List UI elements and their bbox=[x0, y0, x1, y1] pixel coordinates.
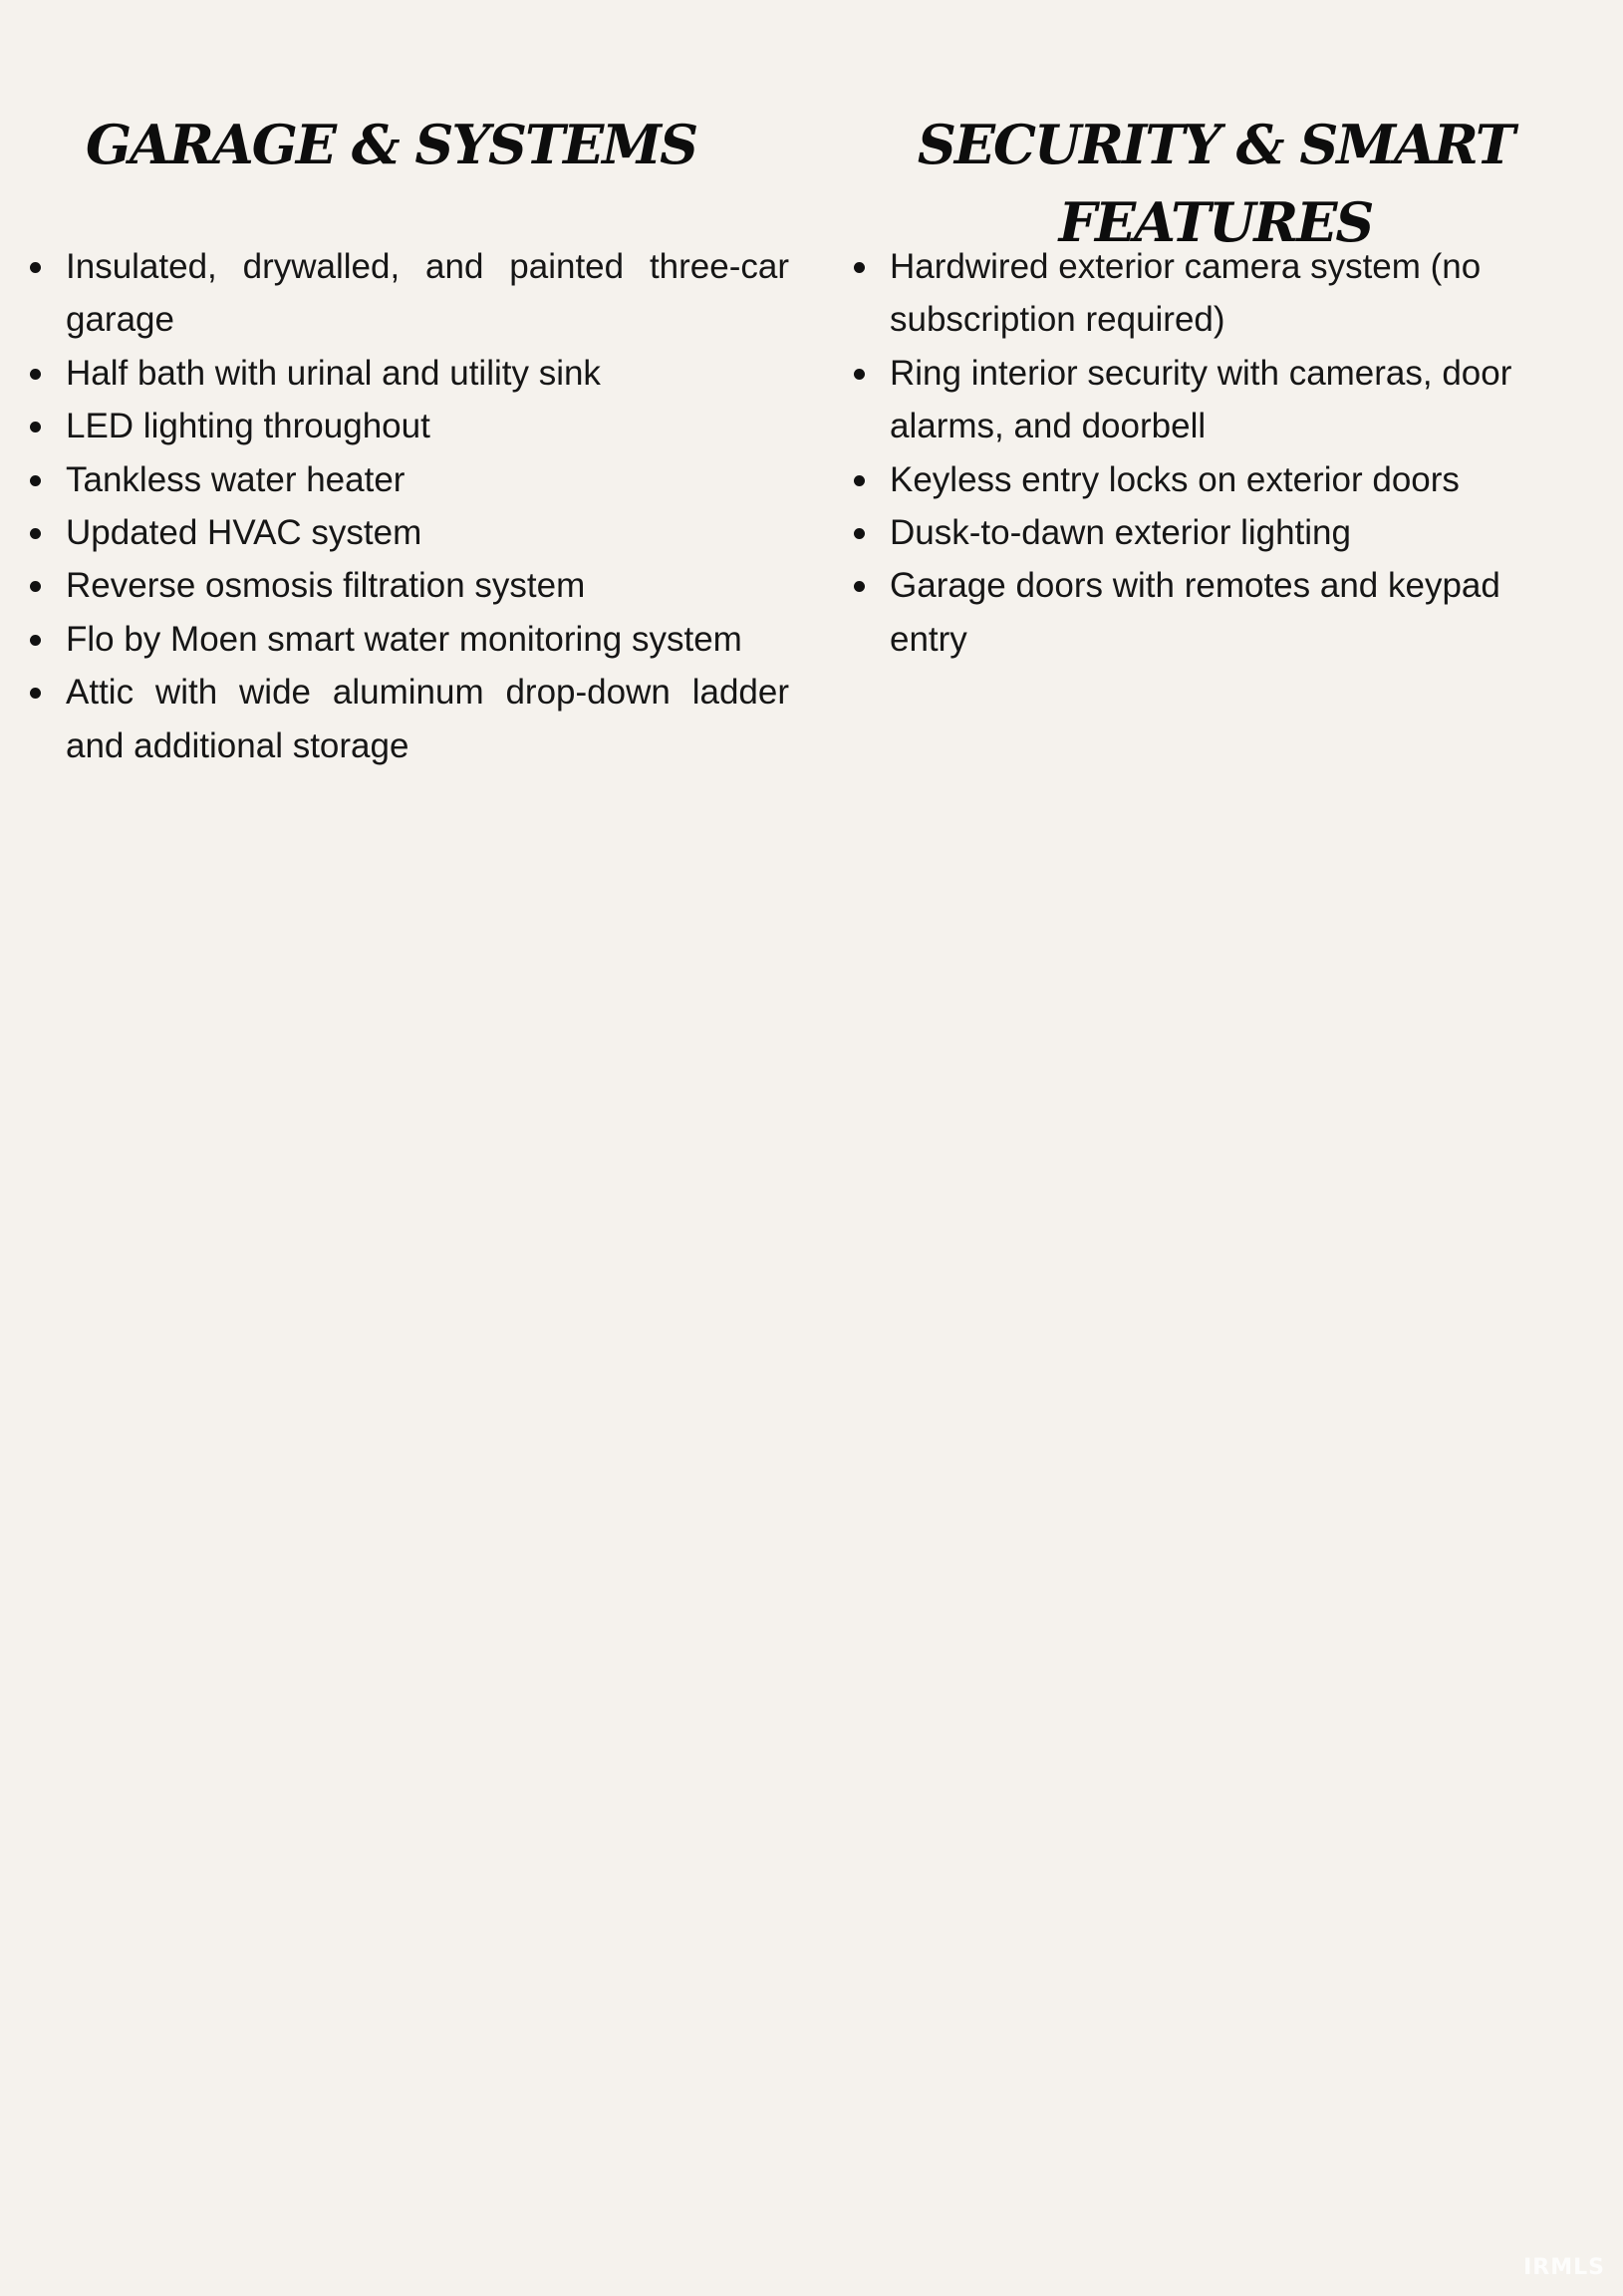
list-item-text: Ring interior security with cameras, door alarms, and doorbell bbox=[890, 353, 1512, 446]
list-item bbox=[30, 240, 789, 347]
list-item bbox=[30, 559, 789, 612]
bullet-icon bbox=[854, 475, 865, 486]
list-item-text: Garage doors with remotes and keypad entry bbox=[890, 566, 1500, 659]
list-item-text: Insulated, drywalled, and painted three-car garage bbox=[66, 247, 789, 340]
list-item bbox=[30, 347, 789, 400]
bullet-icon bbox=[30, 581, 41, 592]
list-item-text: Dusk-to-dawn exterior lighting bbox=[890, 513, 1351, 553]
list-item bbox=[854, 559, 1586, 666]
security-smart-heading: SECURITY & SMART FEATURES bbox=[917, 113, 1514, 254]
list-item bbox=[854, 453, 1586, 506]
list-item-text: Keyless entry locks on exterior doors bbox=[890, 459, 1460, 499]
list-item bbox=[854, 506, 1586, 559]
bullet-icon bbox=[854, 369, 865, 380]
list-item bbox=[30, 506, 789, 559]
security-smart-list bbox=[854, 240, 1586, 666]
bullet-icon bbox=[854, 262, 865, 273]
list-item-text: Tankless water heater bbox=[66, 459, 406, 499]
list-item-text: LED lighting throughout bbox=[66, 407, 430, 446]
bullet-icon bbox=[30, 475, 41, 486]
bullet-icon bbox=[30, 262, 41, 273]
bullet-icon bbox=[30, 422, 41, 432]
garage-systems-list bbox=[30, 240, 789, 772]
list-item bbox=[854, 347, 1586, 453]
bullet-icon bbox=[30, 688, 41, 699]
bullet-icon bbox=[30, 528, 41, 539]
list-item-text: Flo by Moen smart water monitoring system bbox=[66, 619, 742, 659]
list-item-text: Half bath with urinal and utility sink bbox=[66, 353, 601, 393]
list-item-text: Attic with wide aluminum drop-down ladder and additional storage bbox=[66, 673, 789, 765]
list-item-text: Hardwired exterior camera system (no subscription required) bbox=[890, 247, 1482, 340]
bullet-icon bbox=[854, 528, 865, 539]
list-item bbox=[30, 666, 789, 772]
list-item-text: Reverse osmosis filtration system bbox=[66, 566, 586, 606]
list-item bbox=[854, 240, 1586, 347]
list-item bbox=[30, 453, 789, 506]
bullet-icon bbox=[854, 581, 865, 592]
list-item bbox=[30, 613, 789, 666]
bullet-icon bbox=[30, 369, 41, 380]
list-item bbox=[30, 400, 789, 452]
watermark: IRMLS bbox=[1523, 2255, 1605, 2280]
list-item-text: Updated HVAC system bbox=[66, 513, 422, 553]
bullet-icon bbox=[30, 635, 41, 646]
garage-systems-heading: GARAGE & SYSTEMS bbox=[86, 113, 697, 176]
